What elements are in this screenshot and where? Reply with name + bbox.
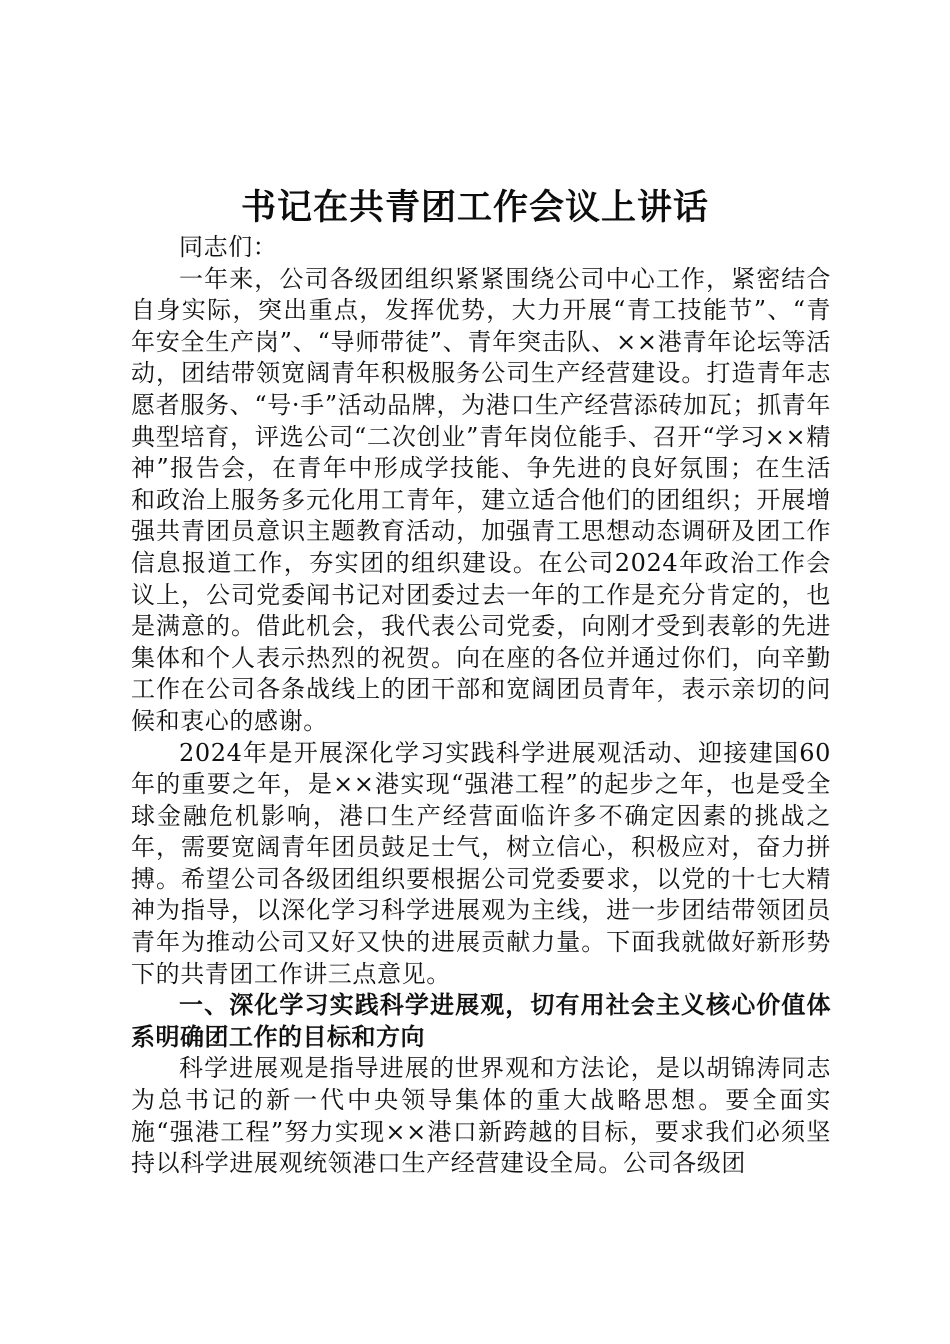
section-heading-1: 一、深化学习实践科学进展观，切有用社会主义核心价值体系明确团工作的目标和方向: [131, 991, 831, 1051]
document-title: 书记在共青团工作会议上讲话: [240, 188, 709, 228]
document-body: [131, 232, 831, 1180]
salutation: 同志们：: [179, 233, 278, 261]
paragraph-outlook: 2024年是开展深化学习实践科学进展观活动、迎接建国60年的重要之年，是××港实现“强港工程”的起步之年，也是受全球金融危机影响，港口生产经营面临许多不确定因素的挑战之年，需要宽阔青年团员鼓足士气，树立信心，积极应对，奋力拼搏。希望公司各级团组织要根据公司党委要求，以党的十七大精神为指导，以深化学习科学进展观为主线，进一步团结带领团员青年为推动公司又好又快的进展贡献力量。下面我就做好新形势下的共青团工作讲三点意见。: [131, 738, 831, 988]
section-1-paragraph: 科学进展观是指导进展的世界观和方法论，是以胡锦涛同志为总书记的新一代中央领导集体的重大战略思想。要全面实施“强港工程”努力实现××港口新跨越的目标，要求我们必须坚持以科学进展观统领港口生产经营建设全局。公司各级团: [131, 1054, 831, 1178]
paragraph-review: 一年来，公司各级团组织紧紧围绕公司中心工作，紧密结合自身实际，突出重点，发挥优势，大力开展“青工技能节”、“青年安全生产岗”、“导师带徒”、青年突击队、××港青年论坛等活动，团结带领宽阔青年积极服务公司生产经营建设。打造青年志愿者服务、“号·手”活动品牌，为港口生产经营添砖加瓦；抓青年典型培育，评选公司“二次创业”青年岗位能手、召开“学习××精神”报告会，在青年中形成学技能、争先进的良好氛围；在生活和政治上服务多元化用工青年，建立适合他们的团组织；开展增强共青团员意识主题教育活动，加强青工思想动态调研及团工作信息报道工作，夯实团的组织建设。在公司2024年政治工作会议上，公司党委闻书记对团委过去一年的工作是充分肯定的，也是满意的。借此机会，我代表公司党委，向刚才受到表彰的先进集体和个人表示热烈的祝贺。向在座的各位并通过你们，向辛勤工作在公司各条战线上的团干部和宽阔团员青年，表示亲切的问候和衷心的感谢。: [131, 264, 831, 735]
